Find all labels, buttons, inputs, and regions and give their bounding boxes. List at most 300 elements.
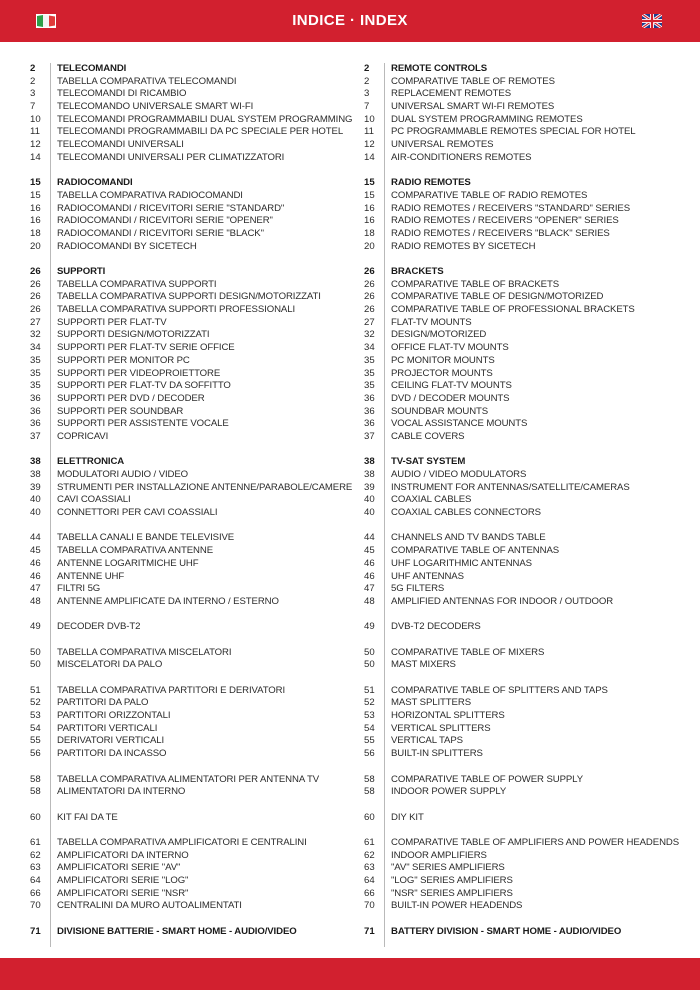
index-entry[interactable] [30, 558, 350, 571]
index-entry[interactable] [30, 304, 350, 317]
page-number: 38 [30, 456, 41, 468]
spacer [364, 672, 684, 685]
entry-label: TABELLA COMPARATIVA RADIOCOMANDI [57, 189, 243, 201]
entry-label: "LOG" SERIES AMPLIFIERS [391, 875, 513, 886]
index-entry[interactable] [30, 355, 350, 368]
page-number: 71 [30, 925, 41, 937]
page-number: 26 [30, 266, 41, 277]
entry-label: FLAT-TV MOUNTS [391, 316, 472, 328]
index-entry[interactable] [30, 481, 353, 495]
index-entry[interactable] [30, 786, 350, 799]
section-title: BATTERY DIVISION - SMART HOME - AUDIO/VIDEO [391, 925, 622, 937]
entry-label: UHF ANTENNAS [391, 570, 464, 582]
entry-label: KIT FAI DA TE [57, 811, 118, 823]
page-number: 15 [30, 189, 41, 201]
page-number: 51 [364, 684, 375, 696]
page-number: 47 [364, 583, 375, 595]
index-entry[interactable] [30, 152, 350, 165]
index-entry[interactable] [364, 88, 684, 101]
index-entry[interactable] [364, 101, 684, 114]
entry-label: UNIVERSAL REMOTES [391, 139, 494, 151]
index-entry[interactable] [30, 900, 350, 913]
page-number: 26 [30, 304, 41, 316]
index-entry[interactable] [364, 685, 684, 698]
section-heading[interactable] [30, 177, 350, 190]
entry-label: 5G FILTERS [391, 583, 445, 595]
index-entry[interactable] [364, 203, 684, 216]
entry-label: ALIMENTATORI DA INTERNO [57, 786, 186, 798]
section-heading[interactable] [30, 63, 350, 76]
page-number: 45 [364, 545, 375, 557]
entry-label: HORIZONTAL SPLITTERS [391, 710, 505, 722]
page-number: 61 [30, 836, 41, 848]
index-entry[interactable] [30, 393, 350, 406]
index-entry[interactable] [364, 532, 684, 545]
index-entry[interactable] [30, 406, 350, 419]
entry-label: MODULATORI AUDIO / VIDEO [57, 469, 189, 480]
index-entry[interactable] [30, 583, 350, 596]
page-number: 15 [364, 177, 375, 189]
page-number: 35 [30, 354, 41, 366]
index-entry[interactable] [30, 571, 350, 584]
page-number: 38 [364, 456, 375, 468]
index-entry[interactable] [364, 900, 684, 913]
section-title: RADIO REMOTES [391, 177, 471, 189]
index-entry[interactable] [364, 431, 684, 444]
entry-label: RADIO REMOTES BY SICETECH [391, 240, 536, 252]
page-number: 62 [364, 849, 375, 861]
index-entry[interactable] [30, 545, 350, 558]
entry-label: TABELLA COMPARATIVA TELECOMANDI [57, 75, 237, 87]
index-entry[interactable] [30, 279, 350, 292]
entry-label: DIY KIT [391, 811, 424, 823]
entry-label: SOUNDBAR MOUNTS [391, 405, 489, 417]
index-entry[interactable] [30, 532, 350, 545]
entry-label: TABELLA COMPARATIVA ANTENNE [57, 545, 213, 557]
spacer [30, 609, 350, 622]
page-number: 38 [364, 469, 375, 480]
page-number: 12 [30, 139, 41, 151]
entry-label: DESIGN/MOTORIZED [391, 329, 487, 341]
entry-label: TELECOMANDO UNIVERSALE SMART WI-FI [57, 101, 254, 113]
index-entry[interactable] [30, 88, 350, 101]
entry-label: COAXIAL CABLES [391, 494, 472, 506]
entry-label: TELECOMANDI PROGRAMMABILI DUAL SYSTEM PROGRAMMING [57, 113, 353, 125]
page-number: 54 [364, 722, 375, 734]
section-title: TELECOMANDI [57, 63, 127, 74]
entry-label: TELECOMANDI UNIVERSALI [57, 139, 184, 151]
spacer [30, 913, 350, 926]
index-entry[interactable] [30, 190, 350, 203]
index-entry[interactable] [364, 152, 684, 165]
index-entry[interactable] [364, 482, 684, 495]
section-heading[interactable] [30, 456, 350, 469]
index-entry[interactable] [30, 723, 350, 736]
index-entry[interactable] [364, 621, 684, 634]
index-entry[interactable] [30, 76, 350, 89]
page-number: 35 [364, 367, 375, 379]
index-entry[interactable] [30, 697, 350, 710]
index-entry[interactable] [364, 596, 684, 609]
entry-label: TABELLA COMPARATIVA MISCELATORI [57, 646, 232, 658]
index-entry[interactable] [30, 317, 350, 330]
index-entry[interactable] [364, 342, 684, 355]
index-entry[interactable] [364, 355, 684, 368]
entry-label: DECODER DVB-T2 [57, 621, 141, 633]
page-title: INDICE · INDEX [292, 12, 408, 29]
index-entry[interactable] [364, 786, 684, 799]
index-entry[interactable] [30, 126, 350, 139]
entry-label: MAST MIXERS [391, 659, 456, 671]
entry-label: VERTICAL TAPS [391, 735, 463, 747]
page-number: 60 [30, 811, 41, 823]
entry-label: RADIOCOMANDI / RICEVITORI SERIE "STANDARD" [57, 202, 285, 214]
index-column-italian [30, 63, 353, 938]
entry-label: COMPARATIVE TABLE OF AMPLIFIERS AND POWER HEADENDS [391, 836, 680, 848]
index-entry[interactable] [30, 685, 350, 698]
index-entry[interactable] [364, 126, 684, 139]
index-entry[interactable] [364, 304, 684, 317]
page-number: 61 [364, 836, 375, 848]
page-number: 37 [364, 430, 375, 442]
page-number: 40 [364, 507, 375, 519]
index-entry[interactable] [30, 774, 350, 787]
entry-label: COMPARATIVE TABLE OF ANTENNAS [391, 545, 560, 557]
index-entry[interactable] [30, 418, 350, 431]
page-number: 50 [30, 659, 41, 671]
entry-label: PROJECTOR MOUNTS [391, 367, 493, 379]
page-number: 26 [364, 304, 375, 316]
index-list-italian [30, 63, 353, 938]
index-entry[interactable] [364, 723, 684, 736]
index-entry[interactable] [364, 469, 684, 482]
entry-label: TABELLA COMPARATIVA PARTITORI E DERIVATORI [57, 684, 286, 696]
index-entry[interactable] [30, 215, 350, 228]
footer-bar [0, 958, 700, 990]
entry-label: AUDIO / VIDEO MODULATORS [391, 469, 527, 480]
index-entry[interactable] [30, 735, 350, 748]
page-number: 58 [364, 773, 375, 785]
index-entry[interactable] [364, 507, 684, 520]
index-list-english [364, 63, 684, 938]
entry-label: RADIO REMOTES / RECEIVERS "STANDARD" SERIES [391, 202, 631, 214]
index-entry[interactable] [364, 279, 684, 292]
page-number: 26 [30, 278, 41, 290]
page-number: 62 [30, 849, 41, 861]
entry-label: CEILING FLAT-TV MOUNTS [391, 380, 512, 392]
section-title: RADIOCOMANDI [57, 177, 133, 189]
entry-label: TELECOMANDI DI RICAMBIO [57, 88, 187, 100]
index-entry[interactable] [364, 241, 684, 254]
index-entry[interactable] [364, 558, 684, 571]
section-heading[interactable] [364, 63, 684, 76]
index-entry[interactable] [30, 329, 350, 342]
page-number: 48 [30, 595, 41, 607]
page-number: 15 [364, 189, 375, 201]
page-number: 26 [364, 291, 375, 303]
entry-label: SUPPORTI PER FLAT-TV DA SOFFITTO [57, 380, 231, 392]
section-title: TV-SAT SYSTEM [391, 456, 466, 468]
page-number: 36 [364, 392, 375, 404]
index-entry[interactable] [364, 837, 684, 850]
entry-label: DVD / DECODER MOUNTS [391, 392, 510, 404]
entry-label: SUPPORTI PER ASSISTENTE VOCALE [57, 418, 229, 430]
page-number: 51 [30, 684, 41, 696]
page-number: 10 [30, 113, 41, 125]
index-entry[interactable] [30, 203, 350, 216]
index-entry[interactable] [30, 837, 350, 850]
spacer [364, 253, 684, 266]
page-number: 16 [364, 202, 375, 214]
page-number: 27 [30, 316, 41, 328]
index-entry[interactable] [30, 850, 350, 863]
entry-label: FILTRI 5G [57, 583, 101, 595]
spacer [30, 253, 350, 266]
page-number: 53 [364, 710, 375, 722]
index-entry[interactable] [30, 291, 350, 304]
entry-label: SUPPORTI PER FLAT-TV SERIE OFFICE [57, 342, 235, 354]
index-entry[interactable] [30, 469, 350, 482]
index-entry[interactable] [364, 329, 684, 342]
page-number: 46 [30, 570, 41, 582]
entry-label: SUPPORTI PER DVD / DECODER [57, 392, 205, 404]
index-entry[interactable] [364, 571, 684, 584]
section-title: ELETTRONICA [57, 456, 125, 468]
index-entry[interactable] [30, 596, 350, 609]
entry-label: COMPARATIVE TABLE OF PROFESSIONAL BRACKETS [391, 304, 635, 316]
entry-label: PARTITORI ORIZZONTALI [57, 710, 171, 722]
entry-label: COMPARATIVE TABLE OF SPLITTERS AND TAPS [391, 684, 608, 696]
page-number: 47 [30, 583, 41, 595]
page-number: 12 [364, 139, 375, 151]
index-entry[interactable] [364, 291, 684, 304]
page-number: 32 [30, 329, 41, 341]
index-entry[interactable] [364, 647, 684, 660]
index-entry[interactable] [364, 812, 684, 825]
spacer [30, 444, 350, 457]
index-entry[interactable] [364, 850, 684, 863]
index-entry[interactable] [364, 190, 684, 203]
page-number: 11 [30, 126, 40, 138]
section-heading[interactable] [364, 456, 684, 469]
index-entry[interactable] [30, 342, 350, 355]
index-entry[interactable] [364, 774, 684, 787]
page-number: 3 [30, 88, 36, 100]
entry-label: COMPARATIVE TABLE OF RADIO REMOTES [391, 189, 588, 201]
index-entry[interactable] [364, 659, 684, 672]
entry-label: TABELLA COMPARATIVA SUPPORTI [57, 278, 217, 290]
entry-label: CAVI COASSIALI [57, 494, 131, 506]
index-entry[interactable] [30, 380, 350, 393]
page-number: 53 [30, 710, 41, 722]
entry-label: AMPLIFICATORI SERIE "AV" [57, 862, 181, 874]
index-entry[interactable] [364, 545, 684, 558]
index-entry[interactable] [364, 494, 684, 507]
entry-label: "NSR" SERIES AMPLIFIERS [391, 887, 513, 899]
index-entry[interactable] [30, 875, 350, 888]
entry-label: REPLACEMENT REMOTES [391, 88, 511, 100]
entry-label: AMPLIFICATORI SERIE "LOG" [57, 875, 189, 886]
entry-label: VERTICAL SPLITTERS [391, 722, 491, 734]
index-entry[interactable] [364, 888, 684, 901]
index-entry[interactable] [30, 710, 350, 723]
index-entry[interactable] [30, 139, 350, 152]
page-number: 34 [30, 342, 41, 354]
entry-label: TELECOMANDI UNIVERSALI PER CLIMATIZZATORI [57, 151, 285, 163]
entry-label: "AV" SERIES AMPLIFIERS [391, 862, 505, 874]
index-entry[interactable] [364, 228, 684, 241]
index-entry[interactable] [30, 812, 350, 825]
index-entry[interactable] [364, 139, 684, 152]
index-entry[interactable] [364, 748, 684, 761]
page-number: 55 [30, 735, 41, 747]
index-entry[interactable] [30, 113, 353, 127]
index-entry[interactable] [30, 621, 350, 634]
index-entry[interactable] [364, 406, 684, 419]
section-title: REMOTE CONTROLS [391, 63, 488, 74]
index-entry[interactable] [364, 875, 684, 888]
page-number: 54 [30, 722, 41, 734]
entry-label: ANTENNE AMPLIFICATE DA INTERNO / ESTERNO [57, 595, 279, 607]
page-number: 36 [30, 418, 41, 430]
page-number: 3 [364, 88, 370, 100]
page-number: 70 [364, 900, 375, 912]
index-entry[interactable] [364, 215, 684, 228]
page-number: 11 [364, 126, 374, 138]
index-entry[interactable] [364, 418, 684, 431]
entry-label: SUPPORTI PER SOUNDBAR [57, 405, 184, 417]
index-entry[interactable] [30, 748, 350, 761]
index-entry[interactable] [30, 862, 350, 875]
page-number: 7 [364, 101, 370, 113]
section-title: SUPPORTI [57, 266, 106, 277]
section-heading[interactable] [30, 926, 350, 939]
index-entry[interactable] [364, 697, 684, 710]
page-number: 18 [30, 227, 41, 239]
section-heading[interactable] [30, 266, 350, 279]
page-number: 63 [30, 862, 41, 874]
entry-label: UNIVERSAL SMART WI-FI REMOTES [391, 101, 555, 113]
page-number: 39 [364, 481, 375, 493]
uk-flag-icon[interactable] [642, 14, 662, 28]
page-number: 14 [30, 151, 41, 163]
entry-label: COMPARATIVE TABLE OF MIXERS [391, 646, 545, 658]
page-number: 16 [30, 215, 41, 227]
page-number: 58 [30, 786, 41, 798]
page-number: 36 [364, 405, 375, 417]
page-number: 64 [364, 875, 375, 886]
index-entry[interactable] [364, 710, 684, 723]
entry-label: VOCAL ASSISTANCE MOUNTS [391, 418, 528, 430]
index-entry[interactable] [30, 647, 350, 660]
page-number: 56 [364, 748, 375, 760]
index-entry[interactable] [30, 368, 350, 381]
page-number: 2 [364, 75, 370, 87]
entry-label: COMPARATIVE TABLE OF DESIGN/MOTORIZED [391, 291, 604, 303]
index-entry[interactable] [30, 241, 350, 254]
index-entry[interactable] [30, 228, 350, 241]
index-entry[interactable] [30, 101, 350, 114]
page-number: 36 [364, 418, 375, 430]
entry-label: CONNETTORI PER CAVI COASSIALI [57, 507, 218, 519]
index-entry[interactable] [364, 114, 684, 127]
entry-label: AIR-CONDITIONERS REMOTES [391, 151, 532, 163]
spacer [30, 165, 350, 178]
entry-label: AMPLIFICATORI SERIE "NSR" [57, 887, 189, 899]
entry-label: PARTITORI VERTICALI [57, 722, 158, 734]
index-entry[interactable] [364, 380, 684, 393]
entry-label: RADIOCOMANDI / RICEVITORI SERIE "BLACK" [57, 227, 264, 239]
page-number: 10 [364, 113, 375, 125]
section-title: BRACKETS [391, 266, 444, 277]
page-number: 38 [30, 469, 41, 480]
page-number: 49 [364, 621, 375, 633]
page-number: 37 [30, 430, 41, 442]
index-entry[interactable] [364, 76, 684, 89]
index-entry[interactable] [364, 583, 684, 596]
section-heading[interactable] [364, 926, 684, 939]
entry-label: TABELLA COMPARATIVA SUPPORTI PROFESSIONALI [57, 304, 296, 316]
page-number: 35 [364, 380, 375, 392]
page-number: 58 [364, 786, 375, 798]
section-heading[interactable] [364, 177, 684, 190]
index-entry[interactable] [30, 431, 350, 444]
entry-label: PARTITORI DA INCASSO [57, 748, 167, 760]
page-number: 52 [30, 697, 41, 709]
entry-label: TABELLA CANALI E BANDE TELEVISIVE [57, 532, 235, 544]
index-entry[interactable] [364, 393, 684, 406]
entry-label: DERIVATORI VERTICALI [57, 735, 165, 747]
entry-label: RADIOCOMANDI BY SICETECH [57, 240, 197, 252]
spacer [30, 761, 350, 774]
page-number: 64 [30, 875, 41, 886]
index-entry[interactable] [30, 507, 350, 520]
page-number: 48 [364, 595, 375, 607]
index-entry[interactable] [30, 659, 350, 672]
page-number: 46 [364, 570, 375, 582]
page-number: 50 [364, 646, 375, 658]
entry-label: SUPPORTI DESIGN/MOTORIZZATI [57, 329, 210, 341]
header-bar [0, 0, 700, 42]
entry-label: DUAL SYSTEM PROGRAMMING REMOTES [391, 113, 583, 125]
page-number: 27 [364, 316, 375, 328]
page-number: 40 [30, 507, 41, 519]
page-number: 40 [364, 494, 375, 506]
page-number: 26 [30, 291, 41, 303]
entry-label: RADIO REMOTES / RECEIVERS "OPENER" SERIES [391, 215, 619, 227]
entry-label: MAST SPLITTERS [391, 697, 471, 709]
entry-label: COAXIAL CABLES CONNECTORS [391, 507, 541, 519]
index-entry[interactable] [30, 888, 350, 901]
page-number: 2 [364, 63, 370, 74]
entry-label: CENTRALINI DA MURO AUTOALIMENTATI [57, 900, 242, 912]
spacer [30, 634, 350, 647]
page-number: 60 [364, 811, 375, 823]
index-entry[interactable] [364, 317, 684, 330]
entry-label: CABLE COVERS [391, 430, 465, 442]
page-number: 70 [30, 900, 41, 912]
index-entry[interactable] [364, 862, 684, 875]
index-entry[interactable] [364, 735, 684, 748]
section-heading[interactable] [364, 266, 684, 279]
index-entry[interactable] [364, 368, 684, 381]
page-number: 35 [30, 380, 41, 392]
entry-label: STRUMENTI PER INSTALLAZIONE ANTENNE/PARABOLE/CAMERE [57, 481, 353, 493]
index-entry[interactable] [30, 494, 350, 507]
page-number: 36 [30, 392, 41, 404]
page-number: 55 [364, 735, 375, 747]
page-number: 46 [30, 557, 41, 569]
